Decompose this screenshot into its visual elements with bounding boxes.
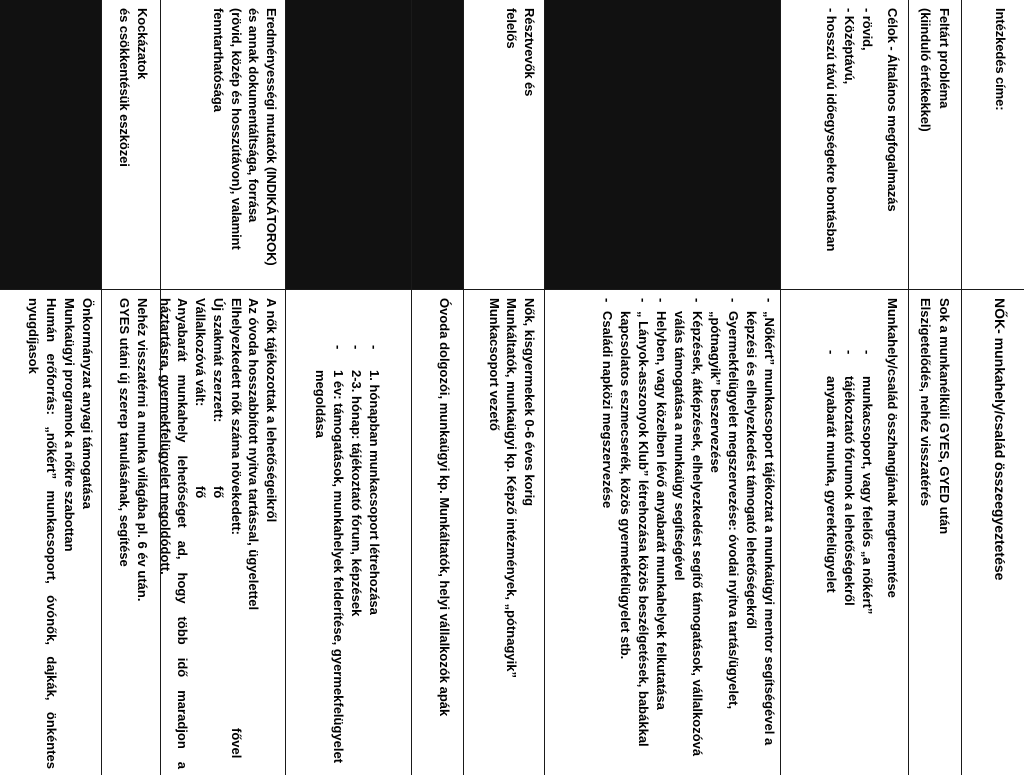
- participant-line: Nők, kisgyermekek 0-6 éves korig: [522, 298, 537, 507]
- content-cell-partners: [412, 290, 463, 775]
- partners-text: Óvoda dolgozói, munkaügyi kp. Munkáltatók, helyi vállalkozók apák: [437, 298, 452, 717]
- label-line: Eredményességi mutatók (INDIKÁTOROK): [264, 8, 279, 266]
- label-line: Feltárt probléma: [937, 8, 952, 109]
- risk-line: Nehéz visszatérni a munka világába pl. 6 év után.: [135, 298, 150, 602]
- label-cell-risks: [102, 0, 160, 290]
- indicator-text: Vállalkozóvá vált:: [193, 298, 209, 407]
- indicator-line: [262, 298, 280, 769]
- activity-item: - „ Lányok-asszonyok Klub” létrehozása közös beszélgetések, babákkal kapcsolatos eszmecserék, közös gyermekfelügyelet stb.: [616, 298, 652, 769]
- activity-item: - Családi napközi megszervezése: [598, 298, 616, 769]
- activity-item: - Helyben, vagy közelben lévő anyabarát munkahelyek felkutatása: [652, 298, 670, 769]
- participant-line: Munkáltatók, munkaügyi kp. Képző intézmények, „pótnagyik”: [504, 298, 520, 678]
- indicator-unit: fővel: [228, 728, 244, 759]
- resource-line: Humán erőforrás: „nőkért” munkacsoport, óvónők, dajkák, önkéntes nyugdíjasok: [26, 298, 59, 769]
- indicator-line: [191, 298, 209, 769]
- goal-item: - munkacsoport, vagy felelős „a nőkért”: [858, 298, 876, 769]
- row-activities: [545, 0, 781, 775]
- indicator-line: [245, 298, 263, 769]
- indicator-text: A nők tájékozottak a lehetőségeikről: [264, 298, 279, 523]
- label-cell-problem: [909, 0, 961, 290]
- shaded-label-cell: [412, 0, 463, 290]
- activity-item: - Gyermekfelügyelet megszervezése: óvodai nyitva tartás/ügyelet, „pótnagyik” beszervezése: [706, 298, 742, 769]
- label-cell-participants: [464, 0, 544, 290]
- label-cell-indicators: [161, 0, 285, 290]
- row-goals: [781, 0, 909, 775]
- label-line: Résztvevők és: [522, 8, 537, 97]
- row-resources: [0, 0, 102, 775]
- indicator-text: Anyabarát munkahely lehetőséget ad, hogy több idő maradjon a háztartásra, gyermekfelügyelet megoldódott.: [157, 298, 191, 769]
- content-cell-title: [962, 290, 1024, 775]
- content-cell-resources: [0, 290, 101, 775]
- label-line: (kiinduló értékekkel): [918, 8, 933, 132]
- indicator-text: Elhelyezkedett nők száma növekedett:: [228, 298, 244, 535]
- label-line: - hosszú távú időegységekre bontásban: [824, 8, 839, 252]
- content-cell-participants: [464, 290, 544, 775]
- label-line: Célok - Általános megfogalmazás: [885, 8, 900, 212]
- row-problem: [909, 0, 962, 775]
- indicator-text: Új szakmát szerzett:: [210, 298, 226, 423]
- label-cell-title: [962, 0, 1024, 290]
- shaded-label-cell: [545, 0, 780, 290]
- indicator-line: [209, 298, 227, 769]
- indicator-line: [227, 298, 245, 769]
- schedule-item: - 2-3. hónap: tájékoztató fórum, képzések: [347, 298, 365, 769]
- activity-item: - „Nőkért” munkacsoport tájékoztat a munkaügyi mentor segítségével a képzési és elhelyezkedést támogató lehetőségekről: [742, 298, 778, 769]
- problem-line: Elszigetelődés, nehéz visszatérés: [918, 298, 933, 507]
- shaded-label-cell: [286, 0, 411, 290]
- content-cell-problem: [909, 290, 961, 775]
- row-schedule: [286, 0, 412, 775]
- content-cell-activities: [545, 290, 780, 775]
- row-partners: [412, 0, 464, 775]
- schedule-item: - 1 év: támogatások, munkahelyek felderítése, gyermekfelügyelet megoldása: [311, 298, 347, 769]
- content-cell-goals: [781, 290, 908, 775]
- participant-line: Munkacsoport vezető: [487, 298, 502, 431]
- shaded-label-cell: [0, 0, 101, 290]
- row-participants: [464, 0, 545, 775]
- problem-line: Sok a munkanélküli GYES, GYED után: [937, 298, 952, 535]
- activity-item: - Képzések, átképzések, elhelyezkedést segítő támogatások, vállalkozóvá válás támogatása a munkaügy segítségével: [670, 298, 706, 769]
- content-cell-indicators: [157, 290, 285, 775]
- row-indicators: [157, 0, 286, 775]
- label-line: - rövid,: [860, 8, 875, 51]
- row-risks: [102, 0, 161, 775]
- label-line: fenntarthatósága: [210, 8, 226, 112]
- goal-main: Munkahely/család összhangjának megteremtése: [885, 298, 900, 598]
- risk-line: GYES utáni új szerep tanulásának, segítése: [117, 298, 132, 567]
- resource-line: Önkormányzat anyagi támogatása: [80, 298, 95, 509]
- label-line: Kockázatok: [135, 8, 150, 80]
- row-measure-title: [962, 0, 1024, 775]
- indicator-unit: fő: [210, 486, 226, 499]
- measure-title: NŐK- munkahely/család összeegyeztetése: [992, 298, 1008, 581]
- label-line: felelős: [504, 8, 520, 49]
- label-text: Intézkedés címe:: [993, 8, 1008, 111]
- label-cell-goals: [781, 0, 908, 290]
- content-cell-schedule: [286, 290, 411, 775]
- content-cell-risks: [102, 290, 160, 775]
- indicator-unit: fő: [193, 486, 209, 499]
- label-line: - Középtávú,: [842, 8, 857, 85]
- indicator-text: Az óvoda hosszabbított nyitva tartással, ügyelettel: [246, 298, 262, 611]
- goal-item: - tájékoztató fórumok a lehetőségekről: [840, 298, 858, 769]
- goal-item: - anyabarát munka, gyerekfelügyelet: [822, 298, 840, 769]
- label-line: (rövid, közép és hosszútávon), valamint: [228, 8, 244, 250]
- resource-line: Munkaügyi programok a nőkre szabottan: [62, 298, 77, 552]
- label-line: és annak dokumentáltsága, forrása: [246, 8, 262, 223]
- schedule-item: - 1. hónapban munkacsoport létrehozása: [365, 298, 383, 769]
- indicator-line: [156, 298, 191, 769]
- label-line: és csökkentésük eszközei: [117, 8, 132, 167]
